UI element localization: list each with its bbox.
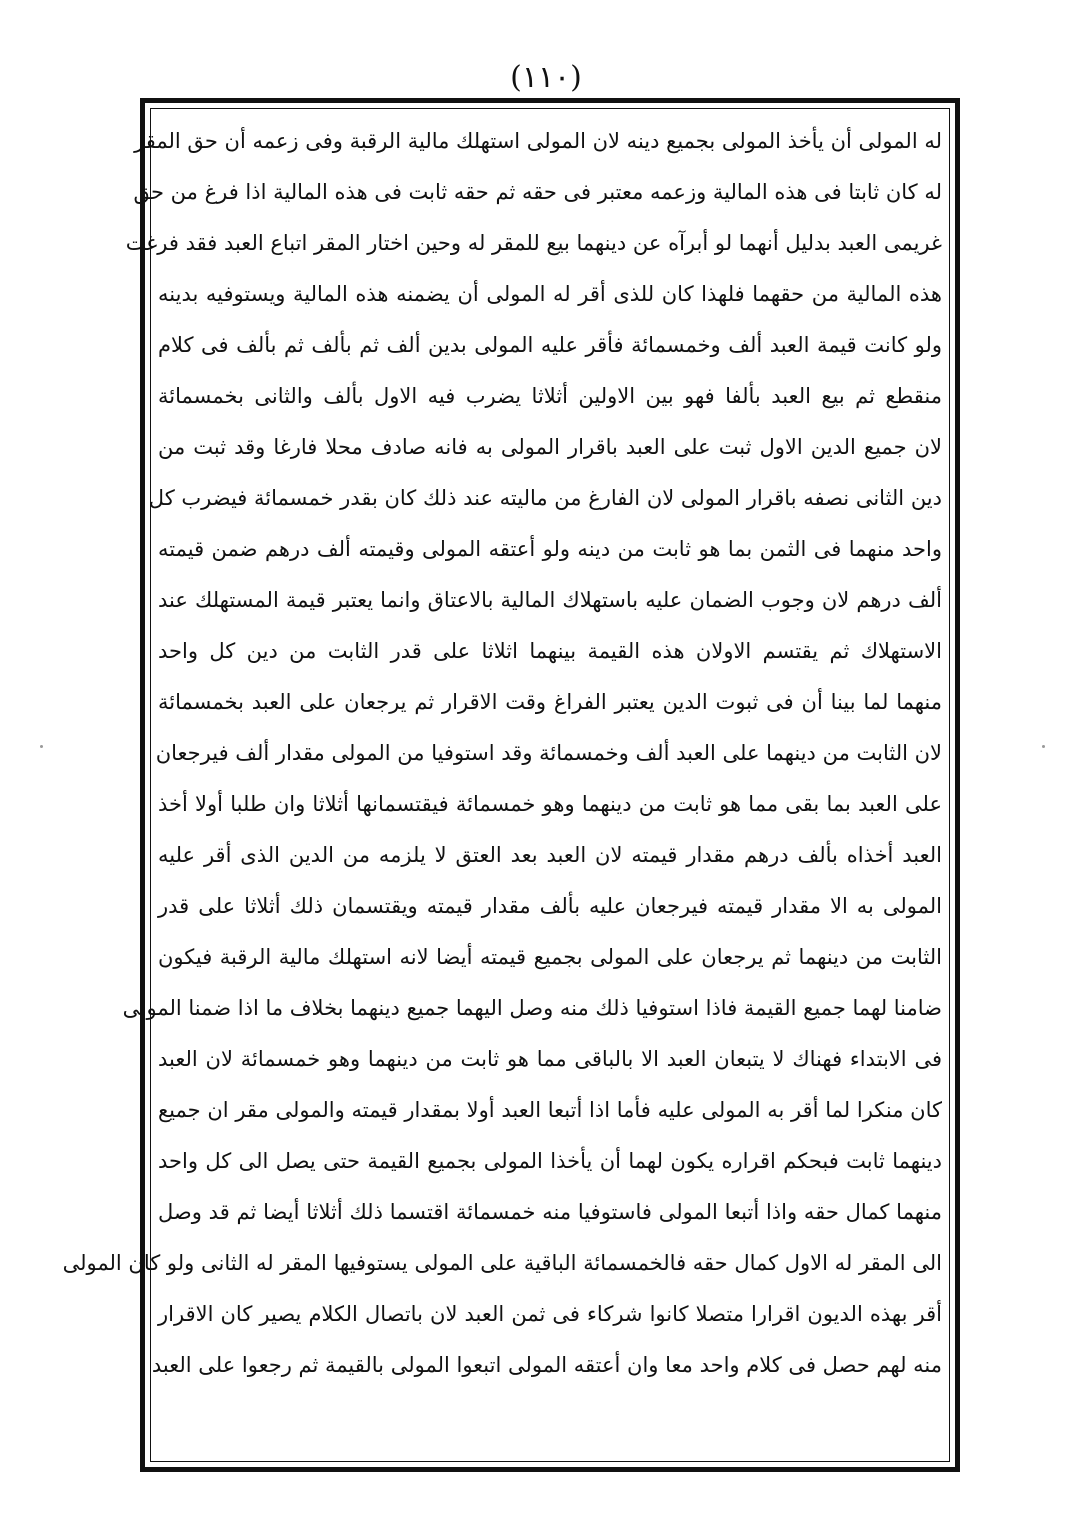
- text-line: ضامنا لهما جميع القيمة فاذا استوفيا ذلك منه وصل اليهما جميع دينهما بخلاف ما اذا ضمنا المولى: [122, 996, 942, 1020]
- text-line: على العبد بما بقى مما هو ثابت من دينهما وهو خمسمائة فيقتسمانها أثلاثا وان طلبا أولا أخذ: [158, 792, 942, 816]
- text-line: لان الثابت من دينهما على العبد ألف وخمسمائة وقد استوفيا من المولى مقدار ألف فيرجعان: [155, 741, 942, 765]
- text-line: كان منكرا لما أقر به المولى عليه فأما اذا أتبعا العبد أولا بمقدار قيمته والمولى مقر ان جميع: [158, 1098, 942, 1122]
- text-line: واحد منهما فى الثمن بما هو ثابت من دينه ولو أعتقه المولى وقيمته ألف درهم ضمن قيمته: [158, 537, 942, 561]
- text-line: له كان ثابتا فى هذه المالية وزعمه معتبر فى حقه ثم حقه ثابت فى هذه المالية اذا فرغ من حق: [133, 180, 942, 204]
- text-line: المولى به الا مقدار قيمته فيرجعان عليه بألف مقدار قيمته ويقتسمان ذلك أثلاثا على قدر: [158, 894, 942, 918]
- text-line: ولو كانت قيمة العبد ألف وخمسمائة فأقر عليه المولى بدين ألف ثم بألف ثم بألف فى كلام: [158, 333, 942, 357]
- text-line: الى المقر له الاول كمال حقه فالخمسمائة الباقية على المولى يستوفيها المقر له الثانى ولو كان المولى: [62, 1251, 942, 1275]
- text-line: منقطع ثم بيع العبد بألفا فهو بين الاولين أثلاثا يضرب فيه الاول بألف والثانى بخمسمائة: [158, 384, 942, 408]
- text-line: منه لهم حصل فى كلام واحد معا وان أعتقه المولى اتبعوا المولى بالقيمة ثم رجعوا على العبد: [151, 1353, 942, 1377]
- main-text-body: [62, 116, 942, 1456]
- text-line: هذه المالية من حقهما فلهذا كان للذى أقر له المولى أن يضمنه هذه المالية ويستوفيه بدينه: [158, 282, 942, 306]
- text-line: لان جميع الدين الاول ثبت على العبد باقرار المولى به فانه صادف محلا فارغا وقد ثبت من: [158, 435, 942, 459]
- text-line: الثابت من دينهما ثم يرجعان على المولى بجميع قيمته أيضا لانه استهلك مالية الرقبة فيكون: [158, 945, 942, 969]
- text-line: منهما كمال حقه واذا أتبعا المولى فاستوفيا منه خمسمائة اقتسما ذلك أثلاثا أيضا ثم قد وصل: [158, 1200, 942, 1224]
- scan-speck: [40, 745, 43, 748]
- text-line: ألف درهم لان وجوب الضمان عليه باستهلاك المالية بالاعتاق وانما يعتبر قيمة المستهلك عند: [158, 588, 942, 612]
- text-line: الاستهلاك ثم يقتسم الاولان هذه القيمة بينهما اثلاثا على قدر الثابت من دين كل واحد: [158, 639, 942, 663]
- text-line: منهما لما بينا أن فى ثبوت الدين يعتبر الفراغ وقت الاقرار ثم يرجعان على العبد بخمسمائة: [158, 690, 942, 714]
- text-line: أقر بهذه الديون اقرارا متصلا كانوا شركاء فى ثمن العبد لان باتصال الكلام يصير كان الاقرار: [158, 1302, 942, 1326]
- text-line: له المولى أن يأخذ المولى بجميع دينه لان المولى استهلك مالية الرقبة وفى زعمه أن حق المقر: [134, 129, 942, 153]
- text-line: العبد أخذاه بألف درهم مقدار قيمته لان العبد بعد العتق لا يلزمه من الدين الذى أقر عليه: [158, 843, 942, 867]
- text-line: دينهما ثابت فبحكم اقراره يكون لهما أن يأخذا المولى بجميع القيمة حتى يصل الى كل واحد: [158, 1149, 942, 1173]
- text-line: غريمى العبد بدليل أنهما لو أبرآه عن دينهما بيع للمقر له وحين اختار المقر اتباع العبد فقد فرغت: [125, 231, 942, 255]
- scan-speck: [1042, 745, 1045, 748]
- page-number: (١١٠): [510, 60, 582, 95]
- text-line: دين الثانى نصفه باقرار المولى لان الفارغ من ماليته عند ذلك كان بقدر خمسمائة فيضرب كل: [148, 486, 942, 510]
- text-line: فى الابتداء فهناك لا يتبعان العبد الا بالباقى مما هو ثابت من دينهما وهو خمسمائة لان العبد: [158, 1047, 942, 1071]
